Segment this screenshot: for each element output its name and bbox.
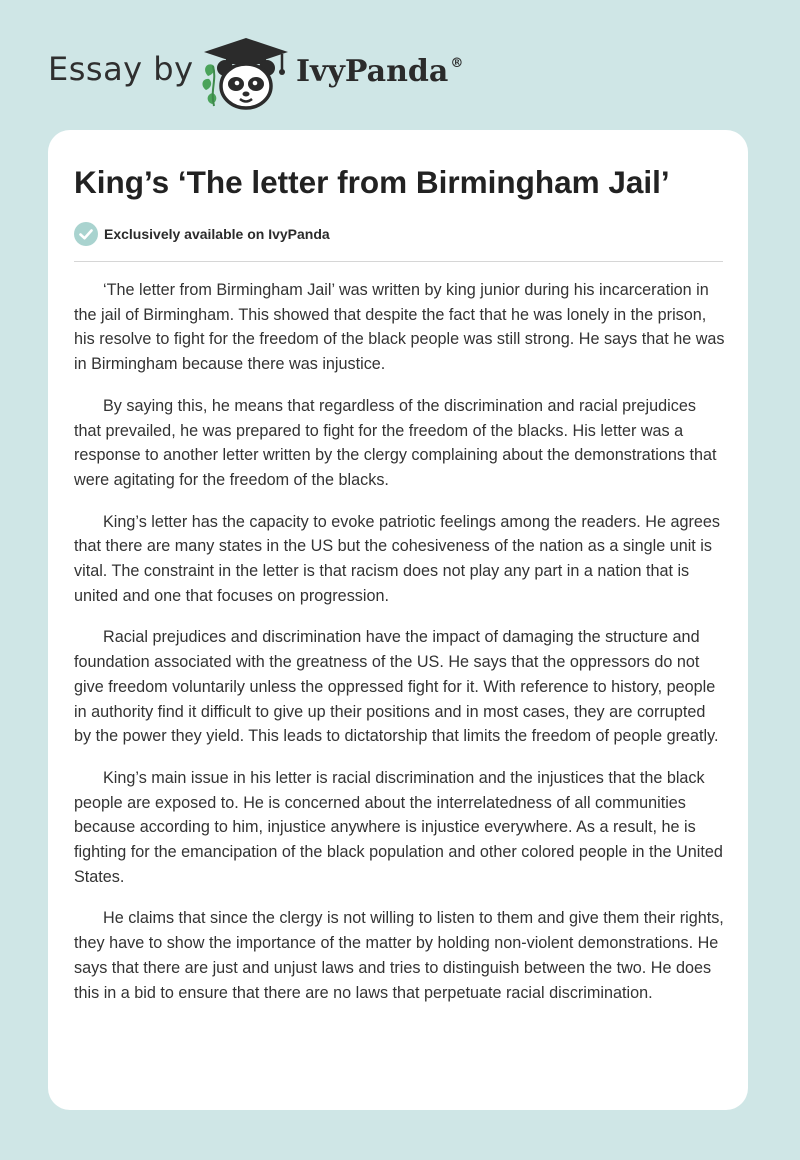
essay-body: [74, 278, 726, 1022]
exclusive-badge: [74, 222, 330, 246]
essay-paragraph: King’s main issue in his letter is racial discrimination and the injustices that the black people are exposed to. He is concerned about the interrelatedness of all communities because according to him, injustice anywhere is injustice everywhere. As a result, he is fighting for the emancipation of the black population and other colored people in the United States.: [74, 768, 723, 886]
registered-mark: ®: [450, 56, 464, 71]
exclusive-badge-text: Exclusively available on IvyPanda: [104, 226, 330, 242]
essay-paragraph: By saying this, he means that regardless of the discrimination and racial prejudices that prevailed, he was prepared to fight for the freedom of the blacks. His letter was a response to another letter written by the clergy complaining about the demonstrations that were agitating for the freedom of the blacks.: [74, 396, 717, 489]
title-divider: [74, 261, 723, 262]
site-header: [0, 0, 800, 130]
essay-paragraph: Racial prejudices and discrimination have the impact of damaging the structure and foundation associated with the greatness of the US. He says that the oppressors do not give freedom voluntarily unless the oppressed fight for it. With reference to history, people in authority find it difficult to give up their positions and in most cases, they are corrupted by the power they yield. This leads to dictatorship that limits the freedom of people greatly.: [74, 628, 719, 746]
essay-paragraph: ‘The letter from Birmingham Jail’ was written by king junior during his incarceration in the jail of Birmingham. This showed that despite the fact that he was lonely in the prison, his resolve to fight for the freedom of the black people was still strong. He says that he was in Birmingham because there was injustice.: [74, 281, 725, 374]
brand-logo-text[interactable]: [296, 54, 463, 89]
brand-name: IvyPanda: [296, 54, 449, 89]
essay-paragraph: He claims that since the clergy is not willing to listen to them and give them their rights, they have to show the importance of the matter by holding non-violent demonstrations. He says that there are just and unjust laws and tries to distinguish between the two. He does this in a bid to ensure that there are no laws that perpetuate racial discrimination.: [74, 909, 724, 1002]
panda-logo-icon[interactable]: [200, 36, 292, 110]
essay-by-label: Essay by: [48, 50, 194, 88]
essay-paragraph: King’s letter has the capacity to evoke patriotic feelings among the readers. He agrees that there are many states in the US but the cohesiveness of the nation as a single unit is vital. The constraint in the letter is that racism does not play any part in a nation that is united and one that focuses on progression.: [74, 512, 720, 605]
essay-card: [48, 130, 748, 1110]
check-circle-icon: [74, 222, 98, 246]
essay-title: King’s ‘The letter from Birmingham Jail’: [74, 164, 670, 200]
